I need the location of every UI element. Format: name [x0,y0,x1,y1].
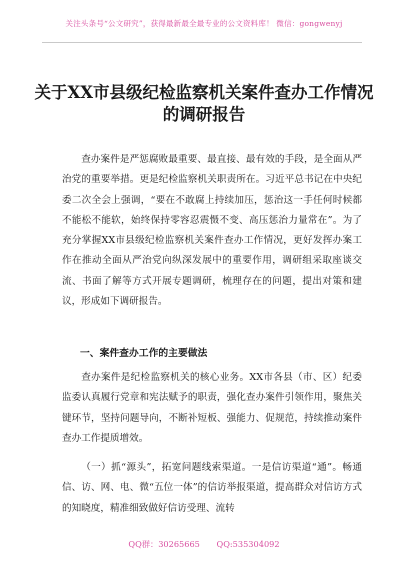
top-banner: 关注头条号“公文研究”，获得最新最全最专业的公文资料库！ 微信：gongwenyj [65,19,343,28]
footer-qq-group: QQ群：30265665 [128,539,200,549]
intro-paragraph: 查办案件是严惩腐败最重要、最直接、最有效的手段，是全面从严治党的重要举措。更是纪检监察机关职责所在。习近平总书记在中央纪委二次全会上强调，“要在不敢腐上持续加压，惩治这一手任何时候都不能松不能软，始终保持零容忍震慑不变、高压惩治力量常在”。为了充分掌握XX市县级纪检监察机关案件查办工作情况，更好发挥办案工作在推动全面从严治党向纵深发展中的重要作用，调研组采取座谈交流、书面了解等方式开展专题调研，梳理存在的问题，提出对策和建议，形成如下调研报告。 [62,154,362,308]
document-title: 关于XX市县级纪检监察机关案件查办工作情况的调研报告 [34,83,374,124]
section-heading: 一、案件查办工作的主要做法 [80,348,208,359]
section-paragraph-2: （一）抓“源头”，拓宽问题线索渠道。一是信访渠道“通”。畅通信、访、网、电、微“五位一体”的信访举报渠道，提高群众对信访方式的知晓度，精准细致做好信访受理、流转 [62,462,362,514]
banner-divider [42,42,362,43]
section-paragraph-1: 查办案件是纪检监察机关的核心业务。XX市各县（市、区）纪委监委认真履行党章和宪法赋予的职责，强化查办案件引领作用，聚焦关键环节，坚持问题导向，不断补短板、强能力、促规范，持续推动案件查办工作提质增效。 [62,372,362,444]
footer-contacts [0,539,408,550]
footer-qq: QQ:535304092 [216,539,280,549]
